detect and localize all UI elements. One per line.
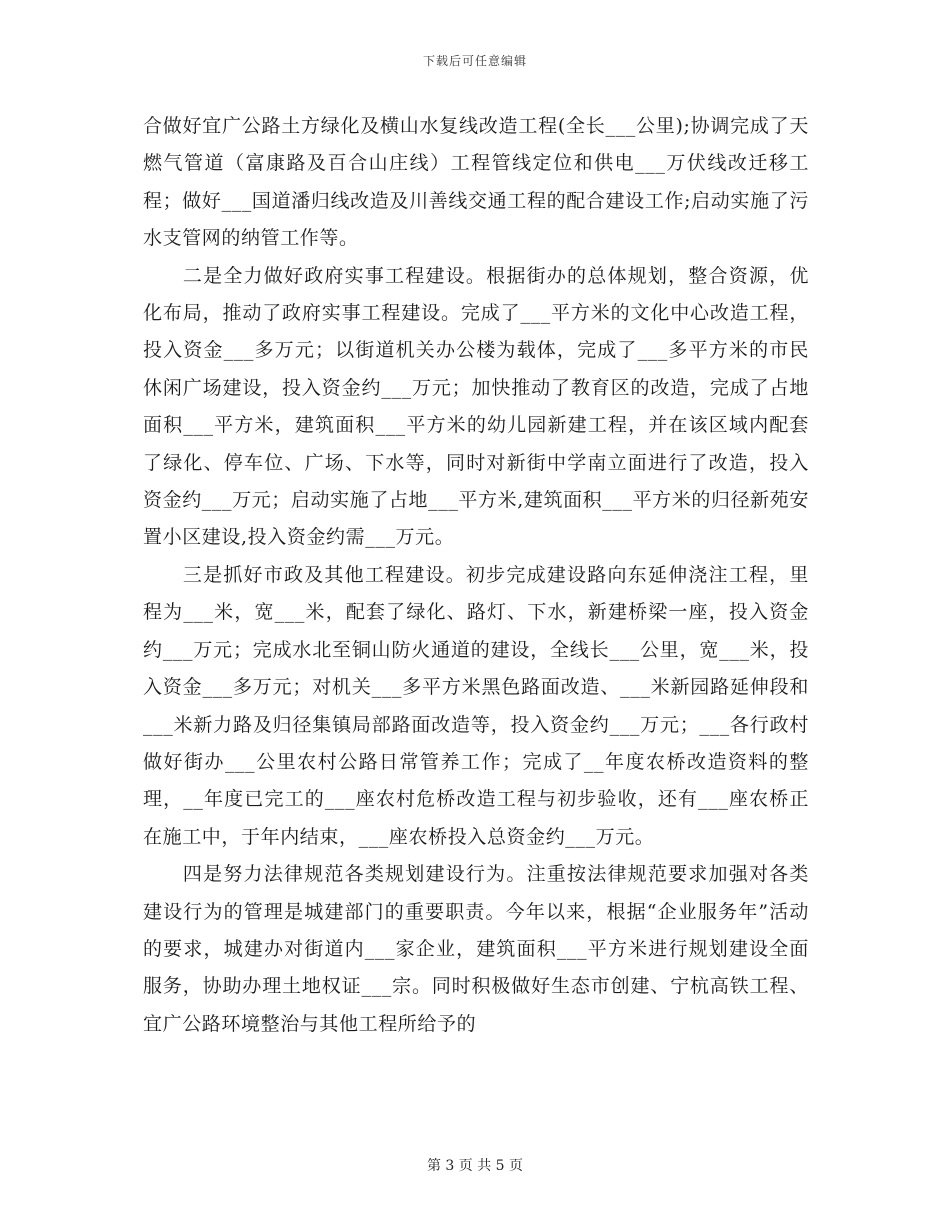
paragraph-continuation: 合做好宜广公路土方绿化及横山水复线改造工程(全长___公里);协调完成了天燃气管道（富康路及百合山庄线）工程管线定位和供电___万伏线改迁移工程；做好___国道潘归线改造及川善线交通工程的配合建设工作;启动实施了污水支管网的纳管工作等。 (143, 115, 809, 250)
page-number: 第 3 页 共 5 页 (426, 1158, 524, 1174)
page-header-note: 下载后可任意编辑 (422, 54, 527, 68)
paragraph-government-projects: 二是全力做好政府实事工程建设。根据街办的总体规划，整合资源，优化布局，推动了政府实事工程建设。完成了___平方米的文化中心改造工程，投入资金___多万元；以街道机关办公楼为载体，完成了___多平方米的市民休闲广场建设，投入资金约___万元；加快推动了教育区的改造，完成了占地面积___平方米，建筑面积___平方米的幼儿园新建工程，并在该区域内配套了绿化、停车位、广场、下水等，同时对新街中学南立面进行了改造，投入资金约___万元；启动实施了占地___平方米,建筑面积___平方米的归径新苑安置小区建设,投入资金约需___万元。 (143, 264, 809, 549)
paragraph-municipal-projects: 三是抓好市政及其他工程建设。初步完成建设路向东延伸浇注工程，里程为___米，宽___米，配套了绿化、路灯、下水，新建桥梁一座，投入资金约___万元；完成水北至铜山防火通道的建设，全线长___公里，宽___米，投入资金___多万元；对机关___多平方米黑色路面改造、___米新园路延伸段和___米新力路及归径集镇局部路面改造等，投入资金约___万元；___各行政村做好街办___公里农村公路日常管养工作；完成了__年度农桥改造资料的整理，__年度已完工的___座农村危桥改造工程与初步验收，还有___座农桥正在施工中，于年内结束，___座农桥投入总资金约___万元。 (143, 563, 809, 848)
paragraph-legal-regulation: 四是努力法律规范各类规划建设行为。注重按法律规范要求加强对各类建设行为的管理是城建部门的重要职责。今年以来，根据“企业服务年”活动的要求，城建办对街道内___家企业，建筑面积___平方米进行规划建设全面服务，协助办理土地权证___宗。同时积极做好生态市创建、宁杭高铁工程、宜广公路环境整治与其他工程所给予的 (143, 863, 809, 1035)
document-body (143, 108, 809, 1043)
